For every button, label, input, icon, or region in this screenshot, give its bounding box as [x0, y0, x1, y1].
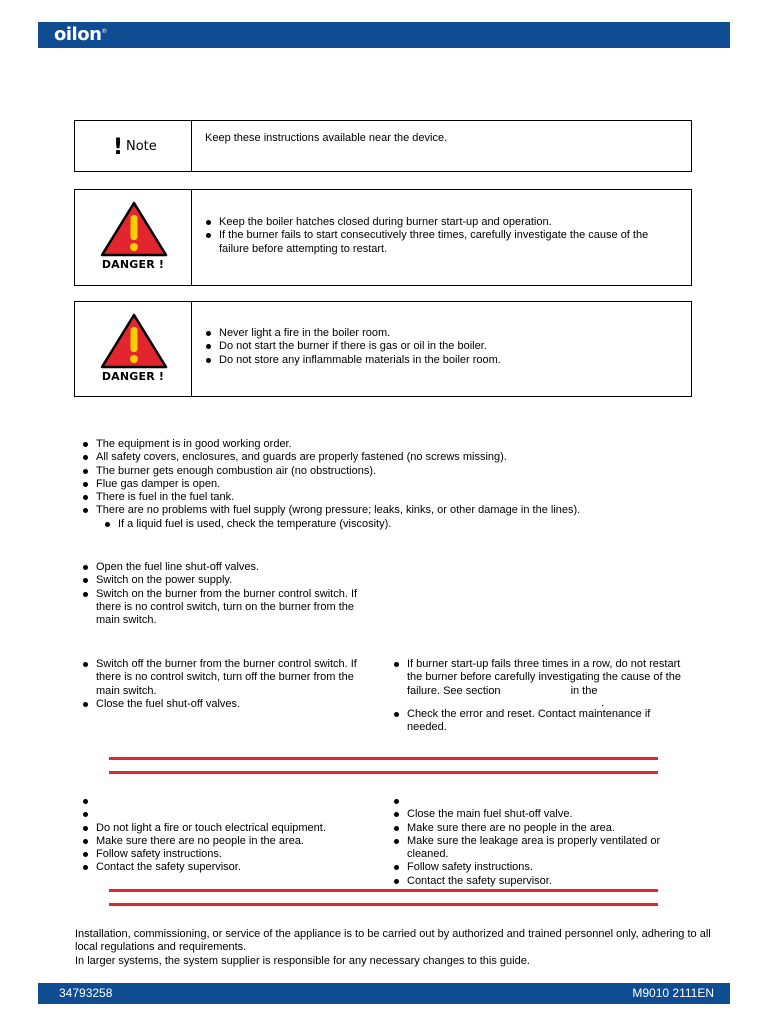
warning-line-bottom-2 [109, 903, 658, 906]
list-item: Switch on the burner from the burner control switch. If there is no control switch, turn on the burner from the main switch. [82, 588, 378, 628]
list-item: There is fuel in the fuel tank. [82, 491, 682, 504]
list-item: Contact the safety supervisor. [393, 875, 693, 888]
doc-number: 34793258 [59, 986, 113, 1000]
checklist-list [82, 438, 682, 531]
footer-note-line-1: Installation, commissioning, or service of the appliance is to be carried out by authorized and trained personnel only, adhering to all local regulations and requirements. [75, 928, 711, 954]
emergency-left-section [82, 795, 382, 875]
list-item: Open the fuel line shut-off valves. [82, 561, 378, 574]
danger-label: DANGER ! [101, 370, 165, 383]
emergency-right-list [393, 795, 693, 888]
list-item: The equipment is in good working order. [82, 438, 682, 451]
warning-line-bottom-1 [109, 889, 658, 892]
list-item: Flue gas damper is open. [82, 478, 682, 491]
note-box [74, 120, 692, 172]
warning-line-top-1 [109, 757, 658, 760]
list-item: The burner gets enough combustion air (no obstructions). [82, 465, 682, 478]
startup-section [82, 561, 378, 627]
warning-line-top-2 [109, 771, 658, 774]
fault-item-text: If burner start-up fails three times in a row, do not restart the burner before carefully investigating the cause of the failure. See section [407, 658, 681, 697]
danger-triangle-icon [100, 201, 168, 257]
danger-triangle-icon [100, 313, 168, 369]
list-item: If the burner fails to start consecutively three times, carefully investigate the cause of the failure before attempting to restart. [205, 229, 679, 256]
list-item: All safety covers, enclosures, and guards are properly fastened (no screws missing). [82, 451, 682, 464]
list-item: Never light a fire in the boiler room. [205, 327, 679, 340]
danger-list-1 [205, 216, 679, 256]
startup-list [82, 561, 378, 627]
list-item: Follow safety instructions. [82, 848, 382, 861]
logo-text: oilon [54, 24, 102, 45]
list-item: Close the fuel shut-off valves. [82, 698, 378, 711]
list-item: Follow safety instructions. [393, 861, 693, 874]
header-bar [38, 22, 730, 48]
exclamation-icon: ! [113, 135, 124, 160]
fault-section [393, 658, 693, 734]
list-item: Keep the boiler hatches closed during burner start-up and operation. [205, 216, 679, 229]
checklist-section [82, 438, 682, 531]
list-item: Switch off the burner from the burner control switch. If there is no control switch, turn off the burner from the main switch. [82, 658, 378, 698]
danger-icon-cell [75, 302, 192, 396]
note-icon-cell [75, 121, 192, 171]
danger-box-1 [74, 189, 692, 286]
list-item: Do not start the burner if there is gas or oil in the boiler. [205, 340, 679, 353]
footer-bar [38, 983, 730, 1004]
danger-box-2 [74, 301, 692, 397]
list-item: Do not light a fire or touch electrical equipment. [82, 822, 382, 835]
shutdown-list [82, 658, 378, 711]
logo-registered-mark: ® [101, 28, 107, 35]
shutdown-section [82, 658, 378, 711]
list-item: Contact the safety supervisor. [82, 861, 382, 874]
list-item [393, 658, 693, 708]
list-item: Check the error and reset. Contact maintenance if needed. [393, 708, 693, 735]
footer-note-line-2: In larger systems, the system supplier is responsible for any necessary changes to this guide. [75, 954, 530, 967]
list-item: Make sure there are no people in the area. [393, 822, 693, 835]
emergency-right-section [393, 795, 693, 888]
list-item [393, 795, 693, 808]
list-item: There are no problems with fuel supply (wrong pressure; leaks, kinks, or other damage in the lines). [82, 504, 682, 517]
oilon-logo [54, 24, 107, 50]
list-sub-item: If a liquid fuel is used, check the temperature (viscosity). [104, 518, 682, 531]
emergency-left-list [82, 795, 382, 875]
list-item: Make sure there are no people in the area. [82, 835, 382, 848]
fault-item-tail: in the [570, 684, 598, 697]
note-text: Keep these instructions available near the device. [205, 132, 448, 144]
danger-icon-cell [75, 190, 192, 285]
list-item: Make sure the leakage area is properly ventilated or cleaned. [393, 835, 693, 862]
danger-label: DANGER ! [101, 258, 165, 271]
list-item: Switch on the power supply. [82, 574, 378, 587]
footer-note [75, 928, 715, 968]
list-item [82, 795, 382, 808]
list-item: Do not store any inflammable materials in the boiler room. [205, 354, 679, 367]
fault-item-end: . [601, 696, 605, 709]
danger-list-2 [205, 327, 679, 367]
fault-list [393, 658, 693, 734]
list-item [82, 808, 382, 821]
doc-code: M9010 2111EN [632, 986, 714, 1000]
note-label: Note [126, 139, 157, 154]
list-item: Close the main fuel shut-off valve. [393, 808, 693, 821]
